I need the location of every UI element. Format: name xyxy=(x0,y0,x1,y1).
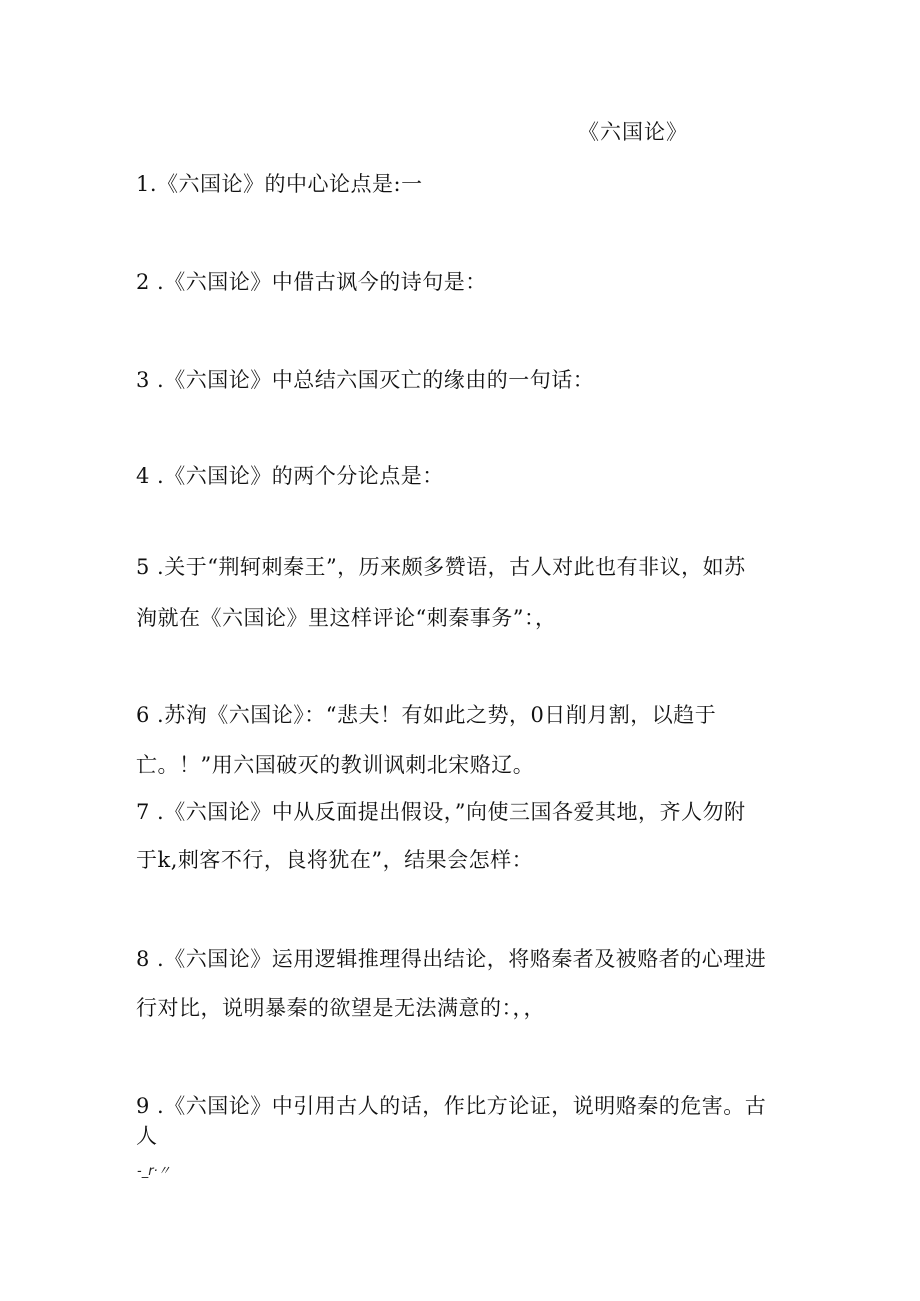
question-3: 3 .《六国论》中总结六国灭亡的缘由的一句话： xyxy=(136,368,595,392)
question-8-line-1: 8 .《六国论》运用逻辑推理得出结论，将赂秦者及被赂者的心理进 xyxy=(136,947,767,971)
question-1: 1.《六国论》的中心论点是:一 xyxy=(136,172,423,196)
document-title: 《六国论》 xyxy=(578,120,688,144)
question-7-line-1: 7 .《六国论》中从反面提出假设，”向使三国各爱其地，齐人勿附 xyxy=(136,800,746,824)
question-6-line-2: 亡。！”用六国破灭的教训讽刺北宋赂辽。 xyxy=(136,753,535,777)
question-2: 2 .《六国论》中借古讽今的诗句是： xyxy=(136,270,487,294)
question-5-line-1: 5 .关于“荆轲刺秦王”，历来颇多赞语，古人对此也有非议，如苏 xyxy=(136,555,746,579)
question-6-line-1: 6 .苏洵《六国论》：“悲夫！有如此之势，0日削月割，以趋于 xyxy=(136,703,717,727)
trailing-mark: -_r·〃 xyxy=(137,1164,171,1179)
question-4: 4 .《六国论》的两个分论点是： xyxy=(136,464,444,488)
question-7-line-2: 于k,刺客不行，良将犹在”，结果会怎样： xyxy=(136,848,534,872)
question-9-line-1: 9 .《六国论》中引用古人的话，作比方论证，说明赂秦的危害。古 xyxy=(136,1094,767,1118)
question-5-line-2: 洵就在《六国论》里这样评论“刺秦事务”：， xyxy=(136,606,557,630)
question-8-line-2: 行对比，说明暴秦的欲望是无法满意的：，， xyxy=(136,996,545,1020)
question-9-line-2: 人 xyxy=(136,1124,158,1148)
